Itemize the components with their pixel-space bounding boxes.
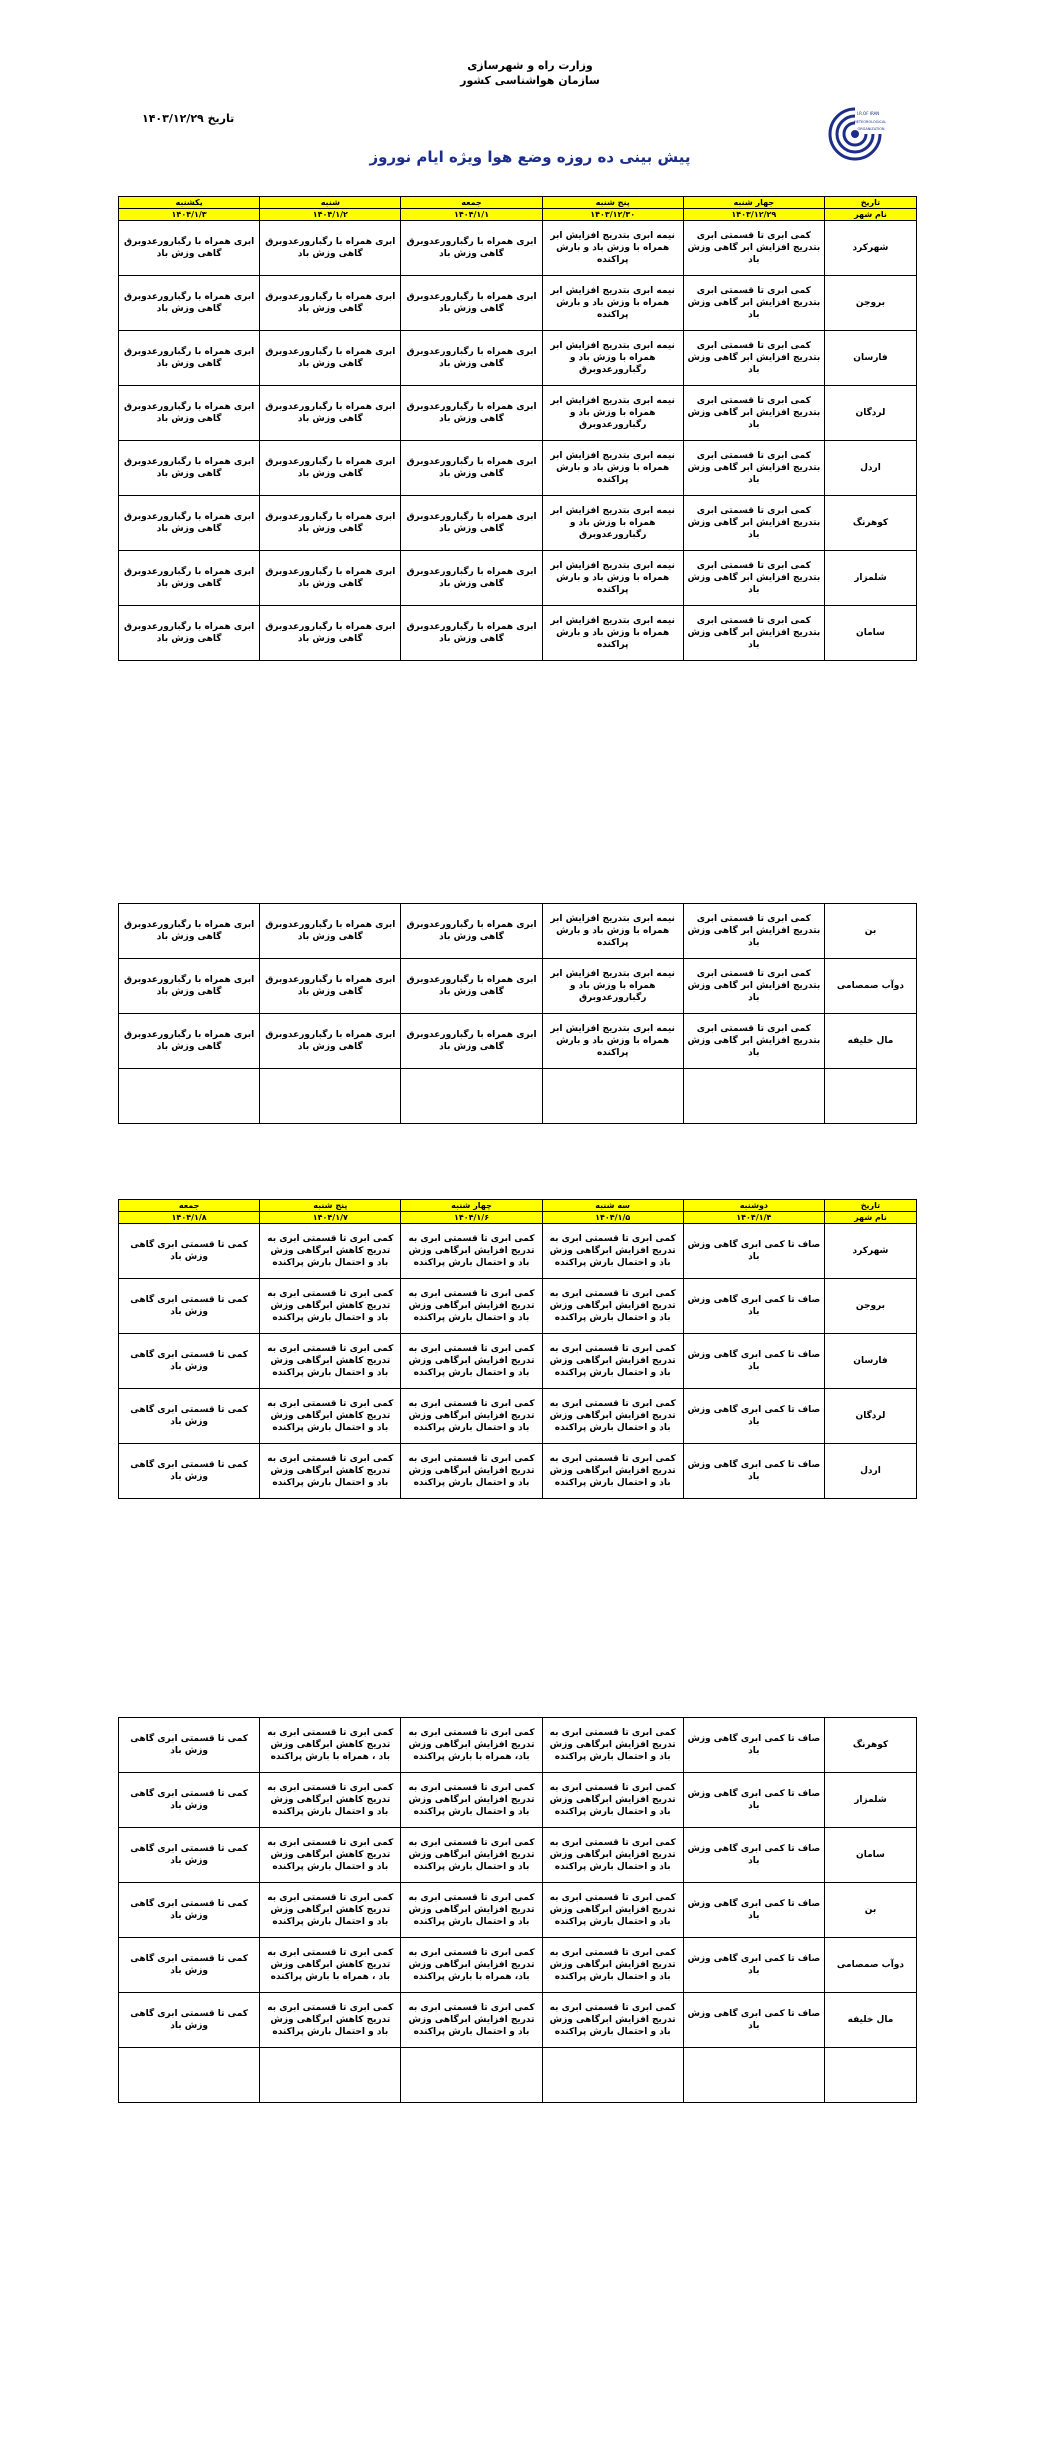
forecast-cell: کمی ابری تا قسمتی ابری به تدریج کاهش ابرگاهی وزش باد و احتمال بارش پراکنده	[260, 1773, 401, 1828]
forecast-cell: صاف تا کمی ابری گاهی وزش باد	[683, 1334, 824, 1389]
empty-cell	[401, 2048, 542, 2103]
forecast-cell: ابری همراه با رگبارورعدوبرق گاهی وزش باد	[260, 496, 401, 551]
day-date: ۱۴۰۴/۱/۵	[542, 1212, 683, 1224]
day-date: ۱۴۰۴/۱/۱	[401, 209, 542, 221]
forecast-cell: ابری همراه با رگبارورعدوبرق گاهی وزش باد	[260, 904, 401, 959]
forecast-cell: کمی ابری تا قسمتی ابری به تدریج افزایش ابرگاهی وزش باد و احتمال بارش پراکنده	[401, 1279, 542, 1334]
day-date: ۱۴۰۴/۱/۴	[683, 1212, 824, 1224]
city-name: شهرکرد	[824, 221, 916, 276]
forecast-cell: نیمه ابری بتدریج افزایش ابر همراه با وزش باد و رگبارورعدوبرق	[542, 386, 683, 441]
forecast-cell: کمی ابری تا قسمتی ابری بتدریج افزایش ابر گاهی وزش باد	[683, 386, 824, 441]
svg-text:ORGANIZATION: ORGANIZATION	[857, 127, 885, 131]
city-name: لردگان	[824, 386, 916, 441]
day-date: ۱۴۰۴/۱/۸	[119, 1212, 260, 1224]
city-name: شلمزار	[824, 1773, 916, 1828]
empty-cell	[119, 1069, 260, 1124]
day-name: جمعه	[119, 1200, 260, 1212]
forecast-cell: کمی ابری تا قسمتی ابری به تدریج کاهش ابرگاهی وزش باد و احتمال بارش پراکنده	[260, 1883, 401, 1938]
table-row	[119, 331, 917, 386]
empty-cell	[542, 1069, 683, 1124]
forecast-cell: کمی ابری تا قسمتی ابری به تدریج افزایش ابرگاهی وزش باد و احتمال بارش پراکنده	[401, 1883, 542, 1938]
forecast-cell: نیمه ابری بتدریج افزایش ابر همراه با وزش باد و بارش پراکنده	[542, 551, 683, 606]
forecast-cell: ابری همراه با رگبارورعدوبرق گاهی وزش باد	[119, 386, 260, 441]
table-row	[119, 386, 917, 441]
forecast-cell: ابری همراه با رگبارورعدوبرق گاهی وزش باد	[401, 496, 542, 551]
day-name: پنج شنبه	[542, 197, 683, 209]
table-row	[119, 959, 917, 1014]
forecast-cell: نیمه ابری بتدریج افزایش ابر همراه با وزش باد و رگبارورعدوبرق	[542, 331, 683, 386]
empty-cell	[119, 2048, 260, 2103]
city-name: شلمزار	[824, 551, 916, 606]
forecast-cell: صاف تا کمی ابری گاهی وزش باد	[683, 1389, 824, 1444]
forecast-cell: نیمه ابری بتدریج افزایش ابر همراه با وزش باد و بارش پراکنده	[542, 276, 683, 331]
forecast-cell: کمی ابری تا قسمتی ابری به تدریج افزایش ابرگاهی وزش باد و احتمال بارش پراکنده	[401, 1993, 542, 2048]
table-row	[119, 1773, 917, 1828]
day-name: جمعه	[401, 197, 542, 209]
forecast-cell: کمی تا قسمتی ابری گاهی وزش باد	[119, 1828, 260, 1883]
city-name: بن	[824, 904, 916, 959]
forecast-cell: نیمه ابری بتدریج افزایش ابر همراه با وزش باد و بارش پراکنده	[542, 441, 683, 496]
forecast-cell: کمی ابری تا قسمتی ابری به تدریج افزایش ابرگاهی وزش باد و احتمال بارش پراکنده	[542, 1938, 683, 1993]
day-date: ۱۴۰۳/۱۲/۲۹	[683, 209, 824, 221]
forecast-cell: کمی ابری تا قسمتی ابری بتدریج افزایش ابر گاهی وزش باد	[683, 331, 824, 386]
forecast-cell: کمی تا قسمتی ابری گاهی وزش باد	[119, 1773, 260, 1828]
forecast-cell: کمی ابری تا قسمتی ابری به تدریج افزایش ابرگاهی وزش باد و احتمال بارش پراکنده	[401, 1389, 542, 1444]
empty-cell	[683, 1069, 824, 1124]
table-row	[119, 1938, 917, 1993]
ministry-name: وزارت راه و شهرسازی	[467, 59, 593, 72]
forecast-cell: ابری همراه با رگبارورعدوبرق گاهی وزش باد	[119, 904, 260, 959]
city-name: کوهرنگ	[824, 496, 916, 551]
empty-cell	[260, 1069, 401, 1124]
forecast-cell: ابری همراه با رگبارورعدوبرق گاهی وزش باد	[260, 959, 401, 1014]
forecast-cell: کمی تا قسمتی ابری گاهی وزش باد	[119, 1444, 260, 1499]
forecast-cell: ابری همراه با رگبارورعدوبرق گاهی وزش باد	[401, 331, 542, 386]
city-label: نام شهر	[824, 1212, 916, 1224]
forecast-cell: کمی ابری تا قسمتی ابری به تدریج افزایش ابرگاهی وزش باد و احتمال بارش پراکنده	[542, 1993, 683, 2048]
empty-row	[119, 2048, 917, 2103]
city-name: کوهرنگ	[824, 1718, 916, 1773]
empty-cell	[542, 2048, 683, 2103]
empty-row	[119, 1069, 917, 1124]
day-name: جهار شنبه	[683, 197, 824, 209]
empty-cell	[401, 1069, 542, 1124]
forecast-cell: صاف تا کمی ابری گاهی وزش باد	[683, 1828, 824, 1883]
forecast-table-week1-part2	[118, 903, 917, 1124]
forecast-cell: کمی تا قسمتی ابری گاهی وزش باد	[119, 1279, 260, 1334]
table-row	[119, 904, 917, 959]
forecast-cell: نیمه ابری بتدریج افزایش ابر همراه با وزش باد و رگبارورعدوبرق	[542, 959, 683, 1014]
forecast-cell: کمی ابری تا قسمتی ابری به تدریج کاهش ابرگاهی وزش باد و احتمال بارش پراکنده	[260, 1224, 401, 1279]
forecast-cell: صاف تا کمی ابری گاهی وزش باد	[683, 1224, 824, 1279]
day-name: پنج شنبه	[260, 1200, 401, 1212]
forecast-cell: کمی ابری تا قسمتی ابری به تدریج افزایش ابرگاهی وزش باد، همراه با بارش پراکنده	[401, 1718, 542, 1773]
forecast-cell: صاف تا کمی ابری گاهی وزش باد	[683, 1773, 824, 1828]
city-name: اردل	[824, 441, 916, 496]
day-name: سه شنبه	[542, 1200, 683, 1212]
forecast-cell: صاف تا کمی ابری گاهی وزش باد	[683, 1444, 824, 1499]
day-date: ۱۴۰۴/۱/۷	[260, 1212, 401, 1224]
forecast-cell: ابری همراه با رگبارورعدوبرق گاهی وزش باد	[119, 496, 260, 551]
forecast-cell: کمی ابری تا قسمتی ابری به تدریج افزایش ابرگاهی وزش باد و احتمال بارش پراکنده	[542, 1773, 683, 1828]
forecast-cell: کمی ابری تا قسمتی ابری بتدریج افزایش ابر گاهی وزش باد	[683, 959, 824, 1014]
forecast-cell: کمی ابری تا قسمتی ابری به تدریج افزایش ابرگاهی وزش باد و احتمال بارش پراکنده	[401, 1773, 542, 1828]
forecast-cell: کمی ابری تا قسمتی ابری بتدریج افزایش ابر گاهی وزش باد	[683, 496, 824, 551]
day-header-row	[119, 197, 917, 209]
forecast-cell: کمی تا قسمتی ابری گاهی وزش باد	[119, 1224, 260, 1279]
forecast-cell: نیمه ابری بتدریج افزایش ابر همراه با وزش باد و بارش پراکنده	[542, 606, 683, 661]
forecast-cell: نیمه ابری بتدریج افزایش ابر همراه با وزش باد و رگبارورعدوبرق	[542, 496, 683, 551]
forecast-cell: ابری همراه با رگبارورعدوبرق گاهی وزش باد	[401, 551, 542, 606]
table-row	[119, 1224, 917, 1279]
forecast-cell: ابری همراه با رگبارورعدوبرق گاهی وزش باد	[119, 1014, 260, 1069]
forecast-cell: ابری همراه با رگبارورعدوبرق گاهی وزش باد	[260, 551, 401, 606]
forecast-cell: کمی ابری تا قسمتی ابری به تدریج افزایش ابرگاهی وزش باد و احتمال بارش پراکنده	[542, 1279, 683, 1334]
forecast-cell: کمی ابری تا قسمتی ابری به تدریج کاهش ابرگاهی وزش باد و احتمال بارش پراکنده	[260, 1334, 401, 1389]
table-row	[119, 1334, 917, 1389]
table-row	[119, 276, 917, 331]
forecast-cell: ابری همراه با رگبارورعدوبرق گاهی وزش باد	[119, 276, 260, 331]
forecast-cell: صاف تا کمی ابری گاهی وزش باد	[683, 1938, 824, 1993]
forecast-cell: کمی ابری تا قسمتی ابری به تدریج کاهش ابرگاهی وزش باد و احتمال بارش پراکنده	[260, 1993, 401, 2048]
date-header-row	[119, 1212, 917, 1224]
table-row	[119, 1014, 917, 1069]
forecast-cell: کمی ابری تا قسمتی ابری به تدریج افزایش ابرگاهی وزش باد و احتمال بارش پراکنده	[401, 1334, 542, 1389]
city-name: سامان	[824, 606, 916, 661]
forecast-cell: کمی تا قسمتی ابری گاهی وزش باد	[119, 1993, 260, 2048]
day-date: ۱۴۰۳/۱۲/۳۰	[542, 209, 683, 221]
forecast-cell: کمی ابری تا قسمتی ابری به تدریج افزایش ابرگاهی وزش باد و احتمال بارش پراکنده	[542, 1828, 683, 1883]
city-name: بروجن	[824, 276, 916, 331]
city-name: شهرکرد	[824, 1224, 916, 1279]
forecast-cell: کمی ابری تا قسمتی ابری به تدریج افزایش ابرگاهی وزش باد و احتمال بارش پراکنده	[401, 1444, 542, 1499]
forecast-cell: ابری همراه با رگبارورعدوبرق گاهی وزش باد	[401, 1014, 542, 1069]
forecast-cell: نیمه ابری بتدریج افزایش ابر همراه با وزش باد و بارش پراکنده	[542, 1014, 683, 1069]
date-header-row	[119, 209, 917, 221]
forecast-cell: ابری همراه با رگبارورعدوبرق گاهی وزش باد	[260, 606, 401, 661]
svg-text:METEOROLOGICAL: METEOROLOGICAL	[853, 120, 886, 124]
forecast-cell: کمی ابری تا قسمتی ابری به تدریج افزایش ابرگاهی وزش باد و احتمال بارش پراکنده	[542, 1334, 683, 1389]
svg-text:I.R.OF IRAN: I.R.OF IRAN	[856, 111, 880, 116]
forecast-cell: ابری همراه با رگبارورعدوبرق گاهی وزش باد	[401, 221, 542, 276]
forecast-cell: کمی تا قسمتی ابری گاهی وزش باد	[119, 1883, 260, 1938]
day-name: چهار شنبه	[401, 1200, 542, 1212]
city-label: نام شهر	[824, 209, 916, 221]
forecast-cell: ابری همراه با رگبارورعدوبرق گاهی وزش باد	[401, 441, 542, 496]
table-row	[119, 551, 917, 606]
forecast-cell: صاف تا کمی ابری گاهی وزش باد	[683, 1718, 824, 1773]
forecast-cell: صاف تا کمی ابری گاهی وزش باد	[683, 1993, 824, 2048]
forecast-cell: کمی ابری تا قسمتی ابری بتدریج افزایش ابر گاهی وزش باد	[683, 551, 824, 606]
table-row	[119, 606, 917, 661]
day-date: ۱۴۰۴/۱/۶	[401, 1212, 542, 1224]
forecast-cell: کمی ابری تا قسمتی ابری به تدریج کاهش ابرگاهی وزش باد ، همراه با بارش پراکنده	[260, 1938, 401, 1993]
forecast-cell: کمی ابری تا قسمتی ابری به تدریج افزایش ابرگاهی وزش باد و احتمال بارش پراکنده	[542, 1389, 683, 1444]
forecast-table-week2-part2	[118, 1717, 917, 2103]
table-row	[119, 1444, 917, 1499]
forecast-cell: ابری همراه با رگبارورعدوبرق گاهی وزش باد	[260, 276, 401, 331]
forecast-cell: کمی ابری تا قسمتی ابری بتدریج افزایش ابر گاهی وزش باد	[683, 221, 824, 276]
day-name: یکشنبه	[119, 197, 260, 209]
city-name: لردگان	[824, 1389, 916, 1444]
forecast-cell: نیمه ابری بتدریج افزایش ابر همراه با وزش باد و بارش پراکنده	[542, 904, 683, 959]
forecast-cell: ابری همراه با رگبارورعدوبرق گاهی وزش باد	[401, 276, 542, 331]
city-name: فارسان	[824, 331, 916, 386]
table-row	[119, 221, 917, 276]
organization-name: سازمان هواشناسی کشور	[460, 74, 600, 87]
date-label: تاریخ	[824, 197, 916, 209]
date-label: تاریخ	[824, 1200, 916, 1212]
city-name: بن	[824, 1883, 916, 1938]
forecast-cell: صاف تا کمی ابری گاهی وزش باد	[683, 1279, 824, 1334]
forecast-cell: کمی ابری تا قسمتی ابری به تدریج کاهش ابرگاهی وزش باد و احتمال بارش پراکنده	[260, 1389, 401, 1444]
forecast-cell: نیمه ابری بتدریج افزایش ابر همراه با وزش باد و بارش پراکنده	[542, 221, 683, 276]
city-name: دوآب صمصامی	[824, 1938, 916, 1993]
forecast-cell: ابری همراه با رگبارورعدوبرق گاهی وزش باد	[401, 904, 542, 959]
day-name: شنبه	[260, 197, 401, 209]
forecast-cell: کمی تا قسمتی ابری گاهی وزش باد	[119, 1938, 260, 1993]
forecast-cell: کمی ابری تا قسمتی ابری به تدریج کاهش ابرگاهی وزش باد و احتمال بارش پراکنده	[260, 1828, 401, 1883]
day-date: ۱۴۰۴/۱/۲	[260, 209, 401, 221]
forecast-cell: ابری همراه با رگبارورعدوبرق گاهی وزش باد	[401, 386, 542, 441]
city-name: سامان	[824, 1828, 916, 1883]
forecast-cell: کمی تا قسمتی ابری گاهی وزش باد	[119, 1334, 260, 1389]
page-title: پیش بینی ده روزه وضع هوا ویژه ایام نوروز	[369, 148, 691, 166]
forecast-cell: کمی ابری تا قسمتی ابری بتدریج افزایش ابر گاهی وزش باد	[683, 276, 824, 331]
empty-cell	[260, 2048, 401, 2103]
issue-date: تاریخ ۱۴۰۳/۱۲/۲۹	[142, 112, 235, 125]
city-name: دوآب صمصامی	[824, 959, 916, 1014]
forecast-cell: کمی تا قسمتی ابری گاهی وزش باد	[119, 1718, 260, 1773]
forecast-table-week2-part1	[118, 1199, 917, 1499]
forecast-cell: کمی ابری تا قسمتی ابری به تدریج افزایش ابرگاهی وزش باد و احتمال بارش پراکنده	[542, 1444, 683, 1499]
forecast-cell: ابری همراه با رگبارورعدوبرق گاهی وزش باد	[260, 221, 401, 276]
document-header	[0, 0, 1056, 190]
table-row	[119, 1993, 917, 2048]
forecast-cell: صاف تا کمی ابری گاهی وزش باد	[683, 1883, 824, 1938]
table-row	[119, 1279, 917, 1334]
forecast-cell: کمی ابری تا قسمتی ابری بتدریج افزایش ابر گاهی وزش باد	[683, 904, 824, 959]
forecast-cell: کمی ابری تا قسمتی ابری بتدریج افزایش ابر گاهی وزش باد	[683, 1014, 824, 1069]
forecast-cell: کمی ابری تا قسمتی ابری به تدریج افزایش ابرگاهی وزش باد و احتمال بارش پراکنده	[542, 1718, 683, 1773]
forecast-cell: کمی ابری تا قسمتی ابری به تدریج افزایش ابرگاهی وزش باد و احتمال بارش پراکنده	[542, 1883, 683, 1938]
empty-cell	[824, 2048, 916, 2103]
forecast-cell: کمی ابری تا قسمتی ابری به تدریج کاهش ابرگاهی وزش باد ، همراه با بارش پراکنده	[260, 1718, 401, 1773]
table-row	[119, 1828, 917, 1883]
forecast-cell: کمی ابری تا قسمتی ابری به تدریج افزایش ابرگاهی وزش باد و احتمال بارش پراکنده	[401, 1224, 542, 1279]
table-row	[119, 1389, 917, 1444]
forecast-cell: کمی تا قسمتی ابری گاهی وزش باد	[119, 1389, 260, 1444]
forecast-cell: کمی ابری تا قسمتی ابری به تدریج کاهش ابرگاهی وزش باد و احتمال بارش پراکنده	[260, 1444, 401, 1499]
forecast-cell: کمی ابری تا قسمتی ابری بتدریج افزایش ابر گاهی وزش باد	[683, 606, 824, 661]
city-name: بروجن	[824, 1279, 916, 1334]
table-row	[119, 1883, 917, 1938]
forecast-cell: ابری همراه با رگبارورعدوبرق گاهی وزش باد	[260, 1014, 401, 1069]
forecast-cell: کمی ابری تا قسمتی ابری بتدریج افزایش ابر گاهی وزش باد	[683, 441, 824, 496]
forecast-cell: ابری همراه با رگبارورعدوبرق گاهی وزش باد	[260, 386, 401, 441]
forecast-cell: کمی ابری تا قسمتی ابری به تدریج افزایش ابرگاهی وزش باد، همراه با بارش پراکنده	[401, 1938, 542, 1993]
forecast-cell: کمی ابری تا قسمتی ابری به تدریج افزایش ابرگاهی وزش باد و احتمال بارش پراکنده	[401, 1828, 542, 1883]
ministry-block	[380, 58, 680, 88]
city-name: فارسان	[824, 1334, 916, 1389]
forecast-cell: ابری همراه با رگبارورعدوبرق گاهی وزش باد	[260, 331, 401, 386]
forecast-cell: ابری همراه با رگبارورعدوبرق گاهی وزش باد	[401, 606, 542, 661]
table-row	[119, 441, 917, 496]
forecast-cell: ابری همراه با رگبارورعدوبرق گاهی وزش باد	[119, 331, 260, 386]
empty-cell	[824, 1069, 916, 1124]
forecast-cell: ابری همراه با رگبارورعدوبرق گاهی وزش باد	[119, 551, 260, 606]
empty-cell	[683, 2048, 824, 2103]
forecast-cell: ابری همراه با رگبارورعدوبرق گاهی وزش باد	[119, 606, 260, 661]
day-date: ۱۴۰۴/۱/۳	[119, 209, 260, 221]
forecast-cell: ابری همراه با رگبارورعدوبرق گاهی وزش باد	[119, 221, 260, 276]
city-name: مال خلیفه	[824, 1014, 916, 1069]
day-header-row	[119, 1200, 917, 1212]
forecast-cell: ابری همراه با رگبارورعدوبرق گاهی وزش باد	[119, 959, 260, 1014]
forecast-cell: کمی ابری تا قسمتی ابری به تدریج کاهش ابرگاهی وزش باد و احتمال بارش پراکنده	[260, 1279, 401, 1334]
forecast-table-week1-part1	[118, 196, 917, 661]
forecast-cell: ابری همراه با رگبارورعدوبرق گاهی وزش باد	[119, 441, 260, 496]
city-name: مال خلیفه	[824, 1993, 916, 2048]
forecast-cell: ابری همراه با رگبارورعدوبرق گاهی وزش باد	[260, 441, 401, 496]
forecast-cell: کمی ابری تا قسمتی ابری به تدریج افزایش ابرگاهی وزش باد و احتمال بارش پراکنده	[542, 1224, 683, 1279]
day-name: دوشنبه	[683, 1200, 824, 1212]
forecast-cell: ابری همراه با رگبارورعدوبرق گاهی وزش باد	[401, 959, 542, 1014]
table-row	[119, 496, 917, 551]
city-name: اردل	[824, 1444, 916, 1499]
meteorological-organization-logo-icon	[824, 103, 886, 165]
table-row	[119, 1718, 917, 1773]
